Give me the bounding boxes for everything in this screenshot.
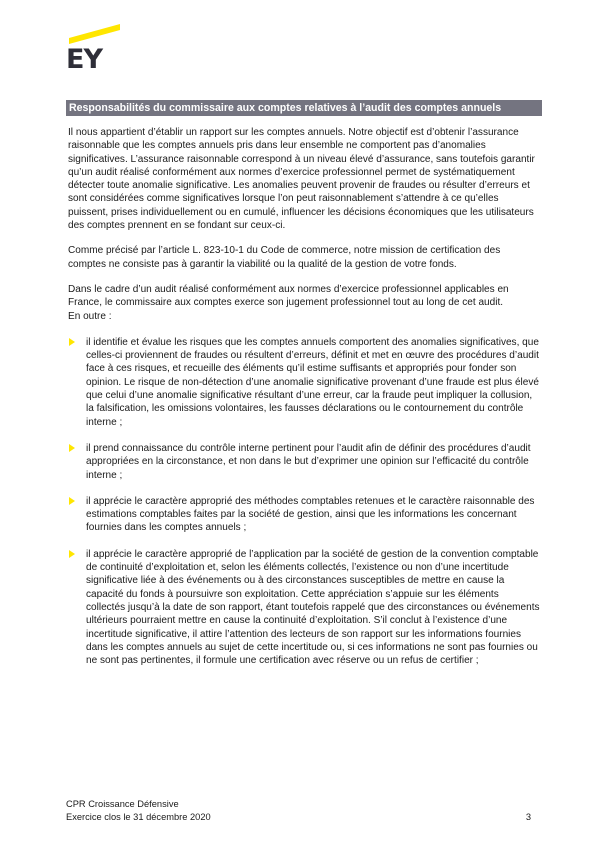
section-title: Responsabilités du commissaire aux comptes relatives à l’audit des comptes annuels bbox=[66, 100, 542, 116]
yellow-triangle-bullet-icon bbox=[69, 550, 75, 558]
list-item-text: il apprécie le caractère approprié des méthodes comptables retenues et le caractère raisonnable des estimations comptables faites par la société de gestion, ainsi que les informations les concernant fournies dans les comptes annuels ; bbox=[86, 495, 535, 534]
paragraph-en-outre: En outre : bbox=[68, 310, 112, 322]
list-item bbox=[68, 442, 540, 482]
list-item bbox=[68, 336, 540, 429]
footer bbox=[66, 798, 211, 824]
list-item-text: il prend connaissance du contrôle interne pertinent pour l’audit afin de définir des procédures d’audit appropriées en la circonstance, et non dans le but d’exprimer une opinion sur l’efficacité du contrôle interne ; bbox=[86, 442, 531, 481]
paragraph-audit-framework: Dans le cadre d’un audit réalisé conformément aux normes d’exercice professionnel applicables en France, le commissaire aux comptes exerce son jugement professionnel tout au long de cet audit. bbox=[68, 283, 509, 309]
ey-logo bbox=[66, 22, 126, 78]
list-item bbox=[68, 495, 540, 535]
yellow-triangle-bullet-icon bbox=[69, 444, 75, 452]
footer-fund-name: CPR Croissance Défensive bbox=[66, 799, 179, 809]
ey-logo-beam-icon bbox=[66, 22, 126, 46]
paragraph-mission: Comme précisé par l’article L. 823-10-1 du Code de commerce, notre mission de certification des comptes ne consiste pas à garantir la viabilité ou la qualité de la gestion de votre fonds. bbox=[68, 245, 501, 270]
footer-fiscal-year: Exercice clos le 31 décembre 2020 bbox=[66, 812, 211, 822]
list-item-text: il apprécie le caractère approprié de l’application par la société de gestion de la convention comptable de continuité d’exploitation et, selon les éléments collectés, l’existence ou non d’une incertitude significative liée à des événements ou à des circonstances susceptibles de mettre en cause la capacité du fonds à poursuivre son exploitation. Cette appréciation s’appuie sur les éléments collectés jusqu’à la date de son rapport, étant toutefois rappelé que des circonstances ou événements ultérieurs pourraient mettre en cause la continuité d’exploitation. S’il conclut à l’existence d’une incertitude significative, il attire l’attention des lecteurs de son rapport sur les informations fournies dans les comptes annuels au sujet de cette incertitude ou, si ces informations ne sont pas fournies ou ne sont pas pertinentes, il formule une certification avec réserve ou un refus de certifier ; bbox=[86, 548, 540, 667]
yellow-triangle-bullet-icon bbox=[69, 497, 75, 505]
document-body bbox=[68, 126, 540, 680]
paragraph-objective: Il nous appartient d’établir un rapport sur les comptes annuels. Notre objectif est d’obtenir l’assurance raisonnable que les comptes annuels pris dans leur ensemble ne comportent pas d’anomalies significatives. L’assurance raisonnable correspond à un niveau élevé d’assurance, sans toutefois garantir qu’un audit réalisé conformément aux normes d’exercice professionnel permet de systématiquement détecter toute anomalie significative. Les anomalies peuvent provenir de fraudes ou résulter d’erreurs et sont considérées comme significatives lorsque l’on peut raisonnablement s’attendre à ce qu’elles puissent, prises individuellement ou en cumulé, influencer les décisions économiques que les utilisateurs des comptes prennent en se fondant sur ceux-ci. bbox=[68, 127, 535, 232]
page-number: 3 bbox=[525, 812, 531, 822]
ey-logo-text: EY bbox=[66, 44, 102, 75]
responsibilities-list bbox=[68, 336, 540, 668]
list-item bbox=[68, 548, 540, 668]
yellow-triangle-bullet-icon bbox=[69, 338, 75, 346]
list-item-text: il identifie et évalue les risques que les comptes annuels comportent des anomalies significatives, que celles-ci proviennent de fraudes ou résultent d’erreurs, définit et met en œuvre des procédures d’audit face à ces risques, et recueille des éléments qu’il estime suffisants et appropriés pour fonder son opinion. Le risque de non-détection d’une anomalie significative provenant d’une fraude est plus élevé que celui d’une anomalie significative résultant d’une erreur, car la fraude peut impliquer la collusion, la falsification, les omissions volontaires, les fausses déclarations ou le contournement du contrôle interne ; bbox=[86, 336, 539, 428]
